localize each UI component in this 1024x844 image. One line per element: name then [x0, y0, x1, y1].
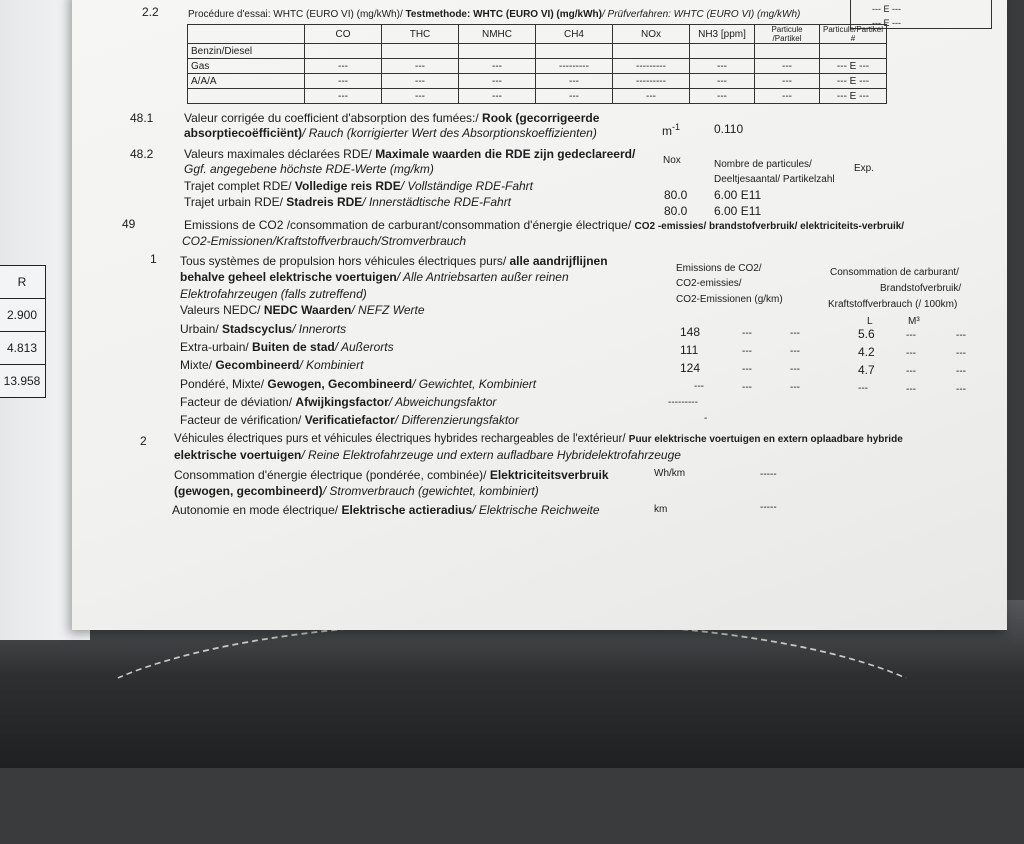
dash-cell: ---	[694, 381, 704, 392]
unit-m3: M³	[908, 316, 920, 327]
certificate-page	[72, 0, 1007, 630]
section-number: 48.2	[130, 147, 154, 161]
table-cell: A/A/A	[188, 74, 305, 89]
whtc-emissions-table	[187, 24, 887, 104]
table-header: Particule /Partikel	[755, 25, 820, 44]
smoke-absorption-label-2: absorptiecoëfficiënt)/ Rauch (korrigierter Wert des Absorptionskoeffizienten)	[184, 126, 597, 140]
smoke-absorption-label: Valeur corrigée du coefficient d'absorption des fumées:/ Rook (gecorrigeerde	[184, 111, 600, 125]
table-header: CH4	[536, 25, 613, 44]
propulsion-label: Tous systèmes de propulsion hors véhicules électriques purs/ alle aandrijflijnen	[180, 254, 608, 268]
previous-table-cell: --- E ---	[872, 4, 901, 14]
section-number: 48.1	[130, 111, 154, 125]
fuel-urban: 5.6	[858, 327, 875, 341]
table-header: THC	[382, 25, 459, 44]
deviation-factor-value: ---------	[668, 397, 698, 408]
ev-consumption-unit: Wh/km	[654, 468, 686, 479]
propulsion-label-2: behalve geheel elektrische voertuigen/ Alle Antriebsarten außer reinen	[180, 270, 569, 284]
table-cell: Benzin/Diesel	[188, 44, 305, 59]
ev-section-label-2: elektrische voertuigen/ Reine Elektrofahrzeuge und extern aufladbare Hybridelektrofahrzeuge	[174, 448, 681, 462]
dash-cell: ---	[790, 346, 800, 357]
rde-col-exp: Exp.	[854, 163, 875, 174]
section-number: 49	[122, 217, 136, 231]
propulsion-label-3: Elektrofahrzeugen (falls zutreffend)	[180, 287, 367, 301]
table-header	[188, 25, 305, 44]
left-table-cell: 4.813	[0, 332, 46, 365]
ev-consumption-label-2: (gewogen, gecombineerd)/ Stromverbrauch (gewichtet, kombiniert)	[174, 484, 539, 498]
dash-cell: ---	[906, 366, 916, 377]
rde-urban-pn: 6.00 E11	[714, 204, 762, 218]
nedc-row-combined: Mixte/ Gecombineerd/ Kombiniert	[180, 358, 364, 372]
ev-section-label: Véhicules électriques purs et véhicules électriques hybrides rechargeables de l'extérieur/ Puur elektrische voertuigen en extern oplaadbare hybride	[174, 433, 903, 445]
verification-factor-value: -	[704, 413, 708, 424]
rde-complete-trip: Trajet complet RDE/ Volledige reis RDE/ Vollständige RDE-Fahrt	[184, 179, 534, 193]
nedc-row-extra-urban: Extra-urbain/ Buiten de stad/ Außerorts	[180, 340, 394, 354]
left-table-cell: 2.900	[0, 299, 46, 332]
dash-cell: ---	[906, 348, 916, 359]
rde-max-label: Valeurs maximales déclarées RDE/ Maximale waarden die RDE zijn gedeclareerd/	[184, 147, 636, 161]
fuel-extra-urban: 4.2	[858, 345, 875, 359]
co2-section-title-de: CO2-Emissionen/Kraftstoffverbrauch/Stromverbrauch	[182, 234, 467, 248]
ev-consumption-value: -----	[760, 469, 777, 480]
table-header: CO	[305, 25, 382, 44]
smoke-value: 0.110	[714, 122, 744, 136]
table-cell	[188, 89, 305, 104]
dash-cell: ---	[742, 364, 752, 375]
fuel-col-header-3: Kraftstoffverbrauch (/ 100km)	[828, 299, 958, 310]
dash-cell: ---	[956, 366, 966, 377]
dash-cell: ---	[790, 328, 800, 339]
ev-range-label: Autonomie en mode électrique/ Elektrische actieradius/ Elektrische Reichweite	[172, 503, 600, 517]
fuel-combined: 4.7	[858, 363, 875, 377]
fuel-col-header: Consommation de carburant/	[830, 267, 959, 278]
table-row	[188, 44, 887, 59]
section-2-2-title: Procédure d'essai: WHTC (EURO VI) (mg/kWh)/ Testmethode: WHTC (EURO VI) (mg/kWh)/ Prüfverfahren: WHTC (EURO VI) (mg/kWh)	[188, 9, 801, 20]
dash-cell: ---	[790, 382, 800, 393]
table-header: NOx	[613, 25, 690, 44]
verification-factor-label: Facteur de vérification/ Verificatiefactor/ Differenzierungsfaktor	[180, 413, 519, 427]
deviation-factor-label: Facteur de déviation/ Afwijkingsfactor/ Abweichungsfaktor	[180, 395, 497, 409]
section-number: 2.2	[142, 5, 159, 19]
nedc-values-label: Valeurs NEDC/ NEDC Waarden/ NEFZ Werte	[180, 303, 425, 317]
nedc-row-urban: Urbain/ Stadscyclus/ Innerorts	[180, 322, 347, 336]
table-row: --- --- --- --- --- --- --- --- E ---	[188, 89, 887, 104]
dash-cell: ---	[742, 328, 752, 339]
co2-col-header-2: CO2-emissies/	[676, 278, 742, 289]
ev-range-value: -----	[760, 502, 777, 513]
rde-complete-pn: 6.00 E11	[714, 188, 762, 202]
left-table-cell: 13.958	[0, 365, 46, 398]
section-number: 2	[140, 434, 147, 448]
rde-max-label-de: Ggf. angegebene höchste RDE-Werte (mg/km)	[184, 162, 434, 176]
dash-cell: ---	[742, 382, 752, 393]
dash-cell: ---	[858, 383, 868, 394]
table-row: A/A/A --- --- --- --- --------- --- --- --- E ---	[188, 74, 887, 89]
dash-cell: ---	[906, 384, 916, 395]
table-header: NMHC	[459, 25, 536, 44]
previous-table-cell: --- E ---	[872, 18, 901, 28]
rde-urban-trip: Trajet urbain RDE/ Stadreis RDE/ Innerstädtische RDE-Fahrt	[184, 195, 512, 209]
co2-col-header-3: CO2-Emissionen (g/km)	[676, 294, 783, 305]
co2-col-header: Emissions de CO2/	[676, 263, 762, 274]
dash-cell: ---	[956, 330, 966, 341]
dash-cell: ---	[956, 384, 966, 395]
rde-complete-nox: 80.0	[664, 188, 688, 202]
dash-cell: ---	[742, 346, 752, 357]
unit-litre: L	[867, 316, 873, 327]
fuel-col-header-2: Brandstofverbruik/	[880, 283, 962, 294]
co2-combined: 124	[680, 361, 701, 375]
co2-section-title: Emissions de CO2 /consommation de carburant/consommation d'énergie électrique/ CO2 -emissies/ brandstofverbruik/ elektriciteits-verbruik/	[184, 218, 905, 232]
co2-urban: 148	[680, 325, 701, 339]
smoke-unit: $m^{-1}$	[662, 122, 681, 138]
rde-col-particles: Nombre de particules/	[714, 159, 812, 170]
ev-consumption-label: Consommation d'énergie électrique (pondérée, combinée)/ Elektriciteitsverbruik	[174, 468, 609, 482]
left-value-table	[0, 265, 46, 398]
seat-stitching	[60, 620, 964, 844]
ev-range-unit: km	[654, 504, 668, 515]
rde-col-particles-2: Deeltjesaantal/ Partikelzahl	[714, 174, 835, 185]
co2-extra-urban: 111	[680, 343, 699, 357]
left-table-header: R	[0, 266, 46, 299]
table-row: Gas --- --- --- --------- --------- --- --- --- E ---	[188, 59, 887, 74]
section-number: 1	[150, 252, 157, 266]
dash-cell: ---	[906, 330, 916, 341]
nedc-row-weighted: Pondéré, Mixte/ Gewogen, Gecombineerd/ Gewichtet, Kombiniert	[180, 377, 537, 391]
rde-col-nox: Nox	[663, 155, 681, 166]
dash-cell: ---	[956, 348, 966, 359]
dash-cell: ---	[790, 364, 800, 375]
table-cell: Gas	[188, 59, 305, 74]
table-header: Particule/Partikel #	[820, 25, 887, 44]
rde-urban-nox: 80.0	[664, 204, 688, 218]
table-header: NH3 [ppm]	[690, 25, 755, 44]
